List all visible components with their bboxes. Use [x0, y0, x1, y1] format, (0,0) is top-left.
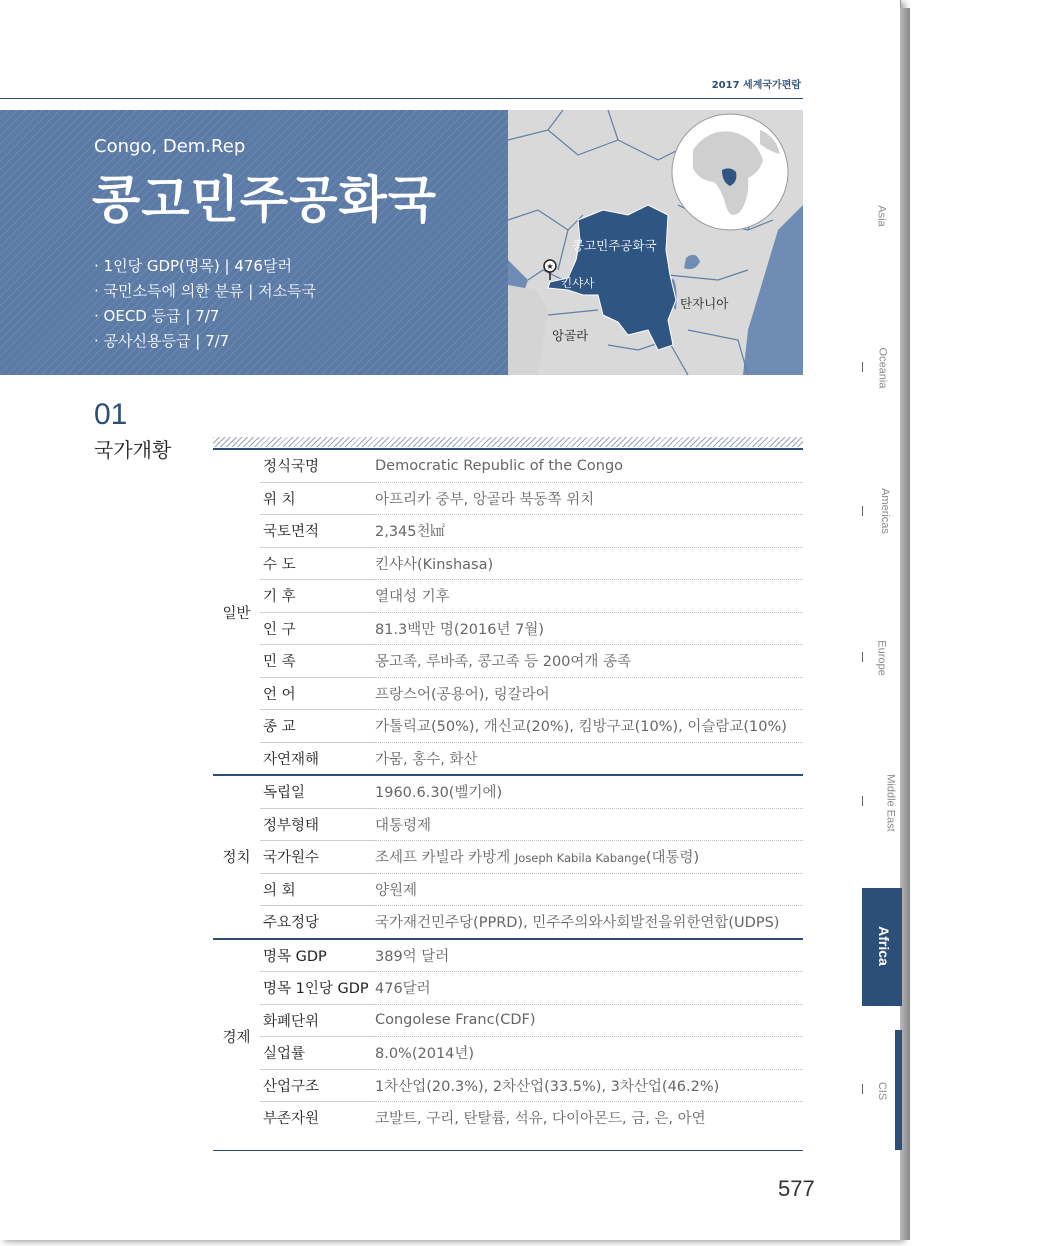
fact-oecd-grade: · OECD 등급 | 7/7 [94, 307, 220, 325]
fact-income-class: · 국민소득에 의한 분류 | 저소득국 [94, 282, 317, 300]
row-label: 종 교 [260, 710, 375, 743]
row-label: 국가원수 [260, 841, 375, 874]
group-label-politics: 정치 [213, 775, 260, 939]
head-of-state-title: (대통령) [645, 850, 700, 867]
table-row [213, 547, 803, 580]
key-facts [94, 254, 316, 354]
side-tab-middle-east[interactable]: Middle East [884, 774, 897, 832]
row-value: 양원제 [375, 873, 803, 906]
section-title: 국가개황 [94, 438, 172, 462]
row-label: 명목 1인당 GDP [260, 972, 375, 1005]
table-row [213, 775, 803, 808]
row-value: 2,345천㎢ [375, 515, 803, 548]
row-label: 인 구 [260, 612, 375, 645]
row-value: 열대성 기후 [375, 580, 803, 613]
row-label: 위 치 [260, 482, 375, 515]
fact-credit-grade: · 공사신용등급 | 7/7 [94, 332, 230, 350]
map-label-country: 콩고민주공화국 [572, 238, 657, 253]
row-value: Democratic Republic of the Congo [375, 449, 803, 482]
svg-text:★: ★ [546, 262, 554, 271]
row-label: 자연재해 [263, 751, 320, 768]
map-label-neighbor-east: 탄자니아 [680, 296, 729, 311]
row-value: 1차산업(20.3%), 2차산업(33.5%), 3차산업(46.2%) [375, 1069, 803, 1102]
country-info-table [213, 448, 803, 1134]
row-value: 81.3백만 명(2016년 7월) [375, 612, 803, 645]
side-tab-oceania[interactable]: Oceania [876, 347, 889, 389]
row-value: 아프리카 중부, 앙골라 북동쪽 위치 [375, 482, 803, 515]
table-row [213, 710, 803, 743]
row-label: 정식국명 [260, 449, 375, 482]
table-row [213, 482, 803, 515]
table-row [213, 972, 803, 1005]
table-row [213, 515, 803, 548]
section-hatch-bar [213, 437, 803, 447]
row-label: 수 도 [260, 547, 375, 580]
row-label: 국토면적 [260, 515, 375, 548]
table-row [213, 873, 803, 906]
row-value: 코발트, 구리, 탄탈륨, 석유, 다이아몬드, 금, 은, 아연 [375, 1111, 706, 1128]
table-row [213, 580, 803, 613]
table-row [213, 612, 803, 645]
row-value: 국가재건민주당(PPRD), 민주주의와사회발전을위한연합(UDPS) [375, 915, 780, 932]
row-label: 실업률 [260, 1037, 375, 1070]
row-label: 화폐단위 [260, 1004, 375, 1037]
row-label: 산업구조 [260, 1069, 375, 1102]
table-row [213, 939, 803, 972]
head-of-state-korean: 조세프 카빌라 카방게 [375, 850, 511, 867]
row-value: 8.0%(2014년) [375, 1037, 803, 1070]
side-tab-cis[interactable]: CIS [876, 1081, 888, 1101]
table-row [213, 742, 803, 775]
row-label: 부존자원 [263, 1111, 320, 1128]
row-value: 1960.6.30(벨기에) [375, 775, 803, 808]
row-value: 476달러 [375, 972, 803, 1005]
side-tab-europe[interactable]: Europe [875, 640, 888, 676]
row-label: 정부형태 [260, 808, 375, 841]
row-value: 가뭄, 홍수, 화산 [375, 751, 478, 768]
group-general [213, 449, 803, 775]
page-number: 577 [778, 1176, 815, 1201]
table-row [213, 808, 803, 841]
row-value: Congolese Franc(CDF) [375, 1004, 803, 1037]
fact-gdp-per-capita: · 1인당 GDP(명목) | 476달러 [94, 257, 292, 275]
map-label-neighbor-south: 앙골라 [552, 328, 589, 343]
row-value: 대통령제 [375, 808, 803, 841]
country-english-name: Congo, Dem.Rep [94, 136, 246, 157]
location-map [508, 110, 803, 375]
row-value: 389억 달러 [375, 939, 803, 972]
table-row [213, 1004, 803, 1037]
row-value: 가톨릭교(50%), 개신교(20%), 킴방구교(10%), 이슬람교(10%) [375, 710, 803, 743]
section-number: 01 [94, 398, 128, 431]
row-value: 프랑스어(공용어), 링갈라어 [375, 677, 803, 710]
country-korean-name: 콩고민주공화국 [92, 171, 438, 229]
row-label: 주요정당 [263, 915, 320, 932]
side-tab-asia[interactable]: Asia [876, 205, 888, 227]
row-label: 독립일 [260, 775, 375, 808]
group-politics [213, 775, 803, 939]
side-tab-africa[interactable]: Africa [862, 888, 902, 1006]
table-row [213, 677, 803, 710]
side-tab-americas[interactable]: Americas [878, 488, 891, 534]
table-row [213, 1069, 803, 1102]
row-value: 킨샤사(Kinshasa) [375, 547, 803, 580]
row-value: 몽고족, 루바족, 콩고족 등 200여개 종족 [375, 645, 803, 678]
row-label: 민 족 [260, 645, 375, 678]
table-row [213, 841, 803, 874]
table-bottom-rule [213, 1150, 803, 1151]
table-row [213, 1102, 803, 1134]
group-label-economy: 경제 [213, 939, 260, 1134]
table-row [213, 449, 803, 482]
table-row [213, 906, 803, 939]
row-label: 명목 GDP [260, 939, 375, 972]
group-label-general: 일반 [213, 449, 260, 775]
head-of-state-latin: Joseph Kabila Kabange [514, 851, 646, 866]
map-label-capital: 킨샤사 [561, 276, 595, 290]
table-row [213, 1037, 803, 1070]
row-label: 언 어 [260, 677, 375, 710]
table-row [213, 645, 803, 678]
header-rule [0, 98, 803, 99]
running-head: 2017 세계국가편람 [711, 80, 801, 91]
group-economy [213, 939, 803, 1134]
row-label: 기 후 [260, 580, 375, 613]
row-value-head-of-state [375, 841, 803, 874]
row-label: 의 회 [260, 873, 375, 906]
